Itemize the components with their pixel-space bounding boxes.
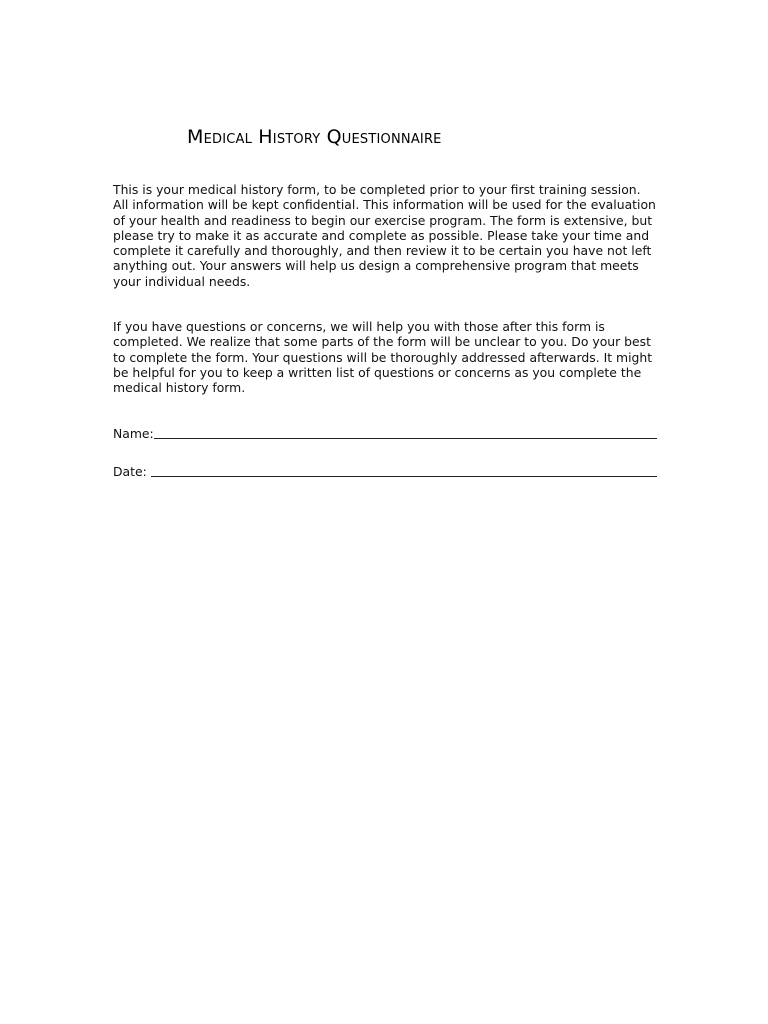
document-title: Medical History Questionnaire	[187, 126, 442, 148]
name-label: Name:	[113, 426, 154, 441]
name-underline[interactable]	[154, 424, 657, 439]
questions-paragraph: If you have questions or concerns, we will help you with those after this form is completed. We realize that some parts of the form will be unclear to you. Do your best to complete the form. Your questions will be thoroughly addressed afterwards. It might be helpful for you to keep a written list of questions or concerns as you complete the medical history form.	[113, 319, 653, 396]
intro-paragraph: This is your medical history form, to be completed prior to your first training session. All information will be kept confidential. This information will be used for the evaluation of your health and readiness to begin our exercise program. The form is extensive, but please try to make it as accurate and complete as possible. Please take your time and complete it carefully and thoroughly, and then review it to be certain you have not left anything out. Your answers will help us design a comprehensive program that meets your individual needs.	[113, 182, 656, 289]
date-label: Date:	[113, 464, 147, 479]
date-underline[interactable]	[151, 462, 657, 477]
name-field[interactable]	[113, 424, 657, 442]
date-field[interactable]	[113, 462, 657, 480]
